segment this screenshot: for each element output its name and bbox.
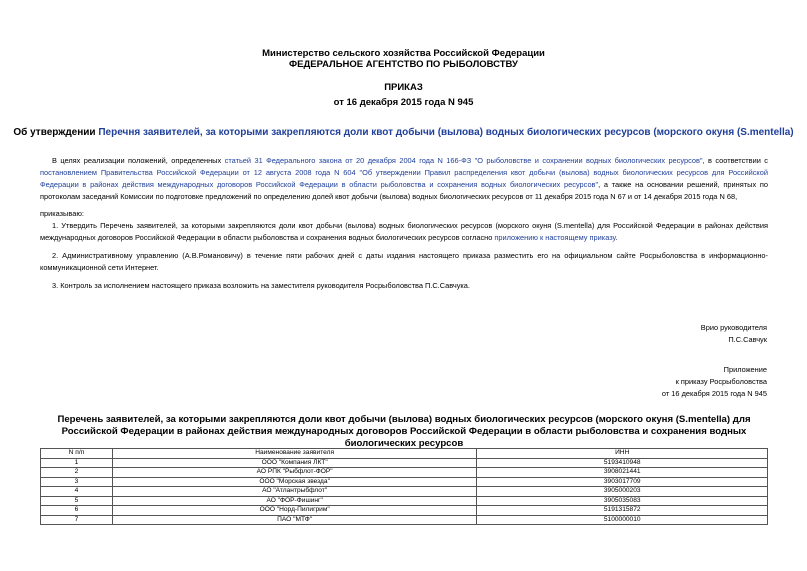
applicant-inn: 5191315872 — [477, 506, 768, 516]
document-title — [0, 127, 807, 138]
applicant-name: ООО "Морская звезда" — [112, 477, 477, 487]
row-number: 3 — [41, 477, 113, 487]
applicants-list-title: Перечень заявителей, за которыми закрепляются доли квот добычи (вылова) водных биологических ресурсов (морского окуня (S.mentella) для Российской Федерации в районах действия международных договоров Российской Федерации в области рыболовства и сохранения водных биологических ресурсов — [57, 414, 751, 449]
applicant-name: ООО "Норд-Пилигрим" — [112, 506, 477, 516]
header-applicant-name: Наименование заявителя — [112, 449, 477, 459]
applicant-name: АО "ФОР-Фишинг" — [112, 496, 477, 506]
agency-name: ФЕДЕРАЛЬНОЕ АГЕНТСТВО ПО РЫБОЛОВСТВУ — [289, 59, 518, 70]
appendix-link[interactable]: приложению к настоящему приказу — [494, 233, 616, 242]
resolution-link[interactable]: постановлением Правительства Российской Федерации от 12 августа 2008 года N 604 "Об утверждении Правил распределения квот добычи (вылова) водных биологических ресурсов для Российской Федерации в районах действия международных договоров Российской Федерации в области рыболовства и сохранения водных биологических ресурсов" — [40, 168, 768, 189]
applicant-inn: 3905035083 — [477, 496, 768, 506]
table-header-row — [41, 449, 768, 459]
appendix-ref: к приказу Росрыболовства — [675, 377, 767, 386]
signatory-name: П.С.Савчук — [728, 335, 767, 344]
signatory-position: Врио руководителя — [700, 323, 767, 332]
order-word: приказываю: — [40, 209, 84, 218]
title-link[interactable]: Перечня заявителей, за которыми закрепляются доли квот добычи (вылова) водных биологических ресурсов (морского окуня (S.mentella) — [98, 127, 794, 138]
order-item-2: 2. Административному управлению (А.В.Романовичу) в течение пяти рабочих дней с даты издания настоящего приказа разместить его на официальном сайте Росрыболовства в информационно-коммуникационной сети Интернет. — [40, 251, 768, 272]
applicant-inn: 3908021441 — [477, 468, 768, 478]
appendix-block — [662, 364, 767, 400]
document-type: ПРИКАЗ — [384, 82, 423, 93]
row-number: 4 — [41, 487, 113, 497]
header-inn: ИНН — [477, 449, 768, 459]
order-item-3: 3. Контроль за исполнением настоящего приказа возложить на заместителя руководителя Росрыболовства П.С.Савчука. — [52, 281, 470, 290]
row-number: 1 — [41, 458, 113, 468]
header-number: N п/п — [41, 449, 113, 459]
applicants-table — [40, 448, 768, 525]
applicant-inn: 5193410948 — [477, 458, 768, 468]
row-number: 5 — [41, 496, 113, 506]
document-date-number: от 16 декабря 2015 года N 945 — [333, 97, 474, 108]
item-1-end: . — [615, 233, 618, 242]
applicant-inn: 5100000010 — [477, 515, 768, 525]
applicant-name: АО РПК "Рыбфлот-ФОР" — [112, 468, 477, 478]
table-row — [41, 506, 768, 516]
law-link[interactable]: статьей 31 Федерального закона от 20 декабря 2004 года N 166-ФЗ "О рыболовстве и сохранении водных биологических ресурсов" — [224, 156, 703, 165]
preamble-text-1: В целях реализации положений, определенных — [52, 156, 225, 165]
signature-block — [701, 322, 767, 346]
table-row — [41, 487, 768, 497]
applicant-name: ООО "Компания ЛКТ" — [112, 458, 477, 468]
table-row — [41, 458, 768, 468]
appendix-date: от 16 декабря 2015 года N 945 — [661, 389, 767, 398]
applicant-inn: 3903017709 — [477, 477, 768, 487]
table-row — [41, 515, 768, 525]
table-row — [41, 477, 768, 487]
table-row — [41, 496, 768, 506]
title-prefix: Об утверждении — [13, 127, 99, 138]
row-number: 6 — [41, 506, 113, 516]
applicant-inn: 3905000203 — [477, 487, 768, 497]
order-item-1 — [40, 220, 768, 244]
row-number: 2 — [41, 468, 113, 478]
row-number: 7 — [41, 515, 113, 525]
item-1-text: 1. Утвердить Перечень заявителей, за которыми закрепляются доли квот добычи (вылова) водных биологических ресурсов (морского окуня (S.mentella) для Российской Федерации в районах действия международных договоров Российской Федерации в области рыболовства и сохранения водных биологических ресурсов согласно — [40, 221, 768, 242]
table-row — [41, 468, 768, 478]
applicant-name: АО "Атлантрыбфлот" — [112, 487, 477, 497]
preamble-text-3: , а также на основании решений, принятых по протоколам заседаний Комиссии по подготовке предложений по определению долей квот добычи (вылова) водных биологических ресурсов от 11 декабря 2015 года N 67 и от 14 декабря 2015 года N 68, — [40, 180, 768, 201]
applicant-name: ПАО "МТФ" — [112, 515, 477, 525]
preamble-text-2: , в соответствии с — [702, 156, 768, 165]
ministry-name: Министерство сельского хозяйства Российской Федерации — [262, 48, 545, 59]
preamble-paragraph — [40, 155, 768, 203]
appendix-label: Приложение — [723, 365, 767, 374]
